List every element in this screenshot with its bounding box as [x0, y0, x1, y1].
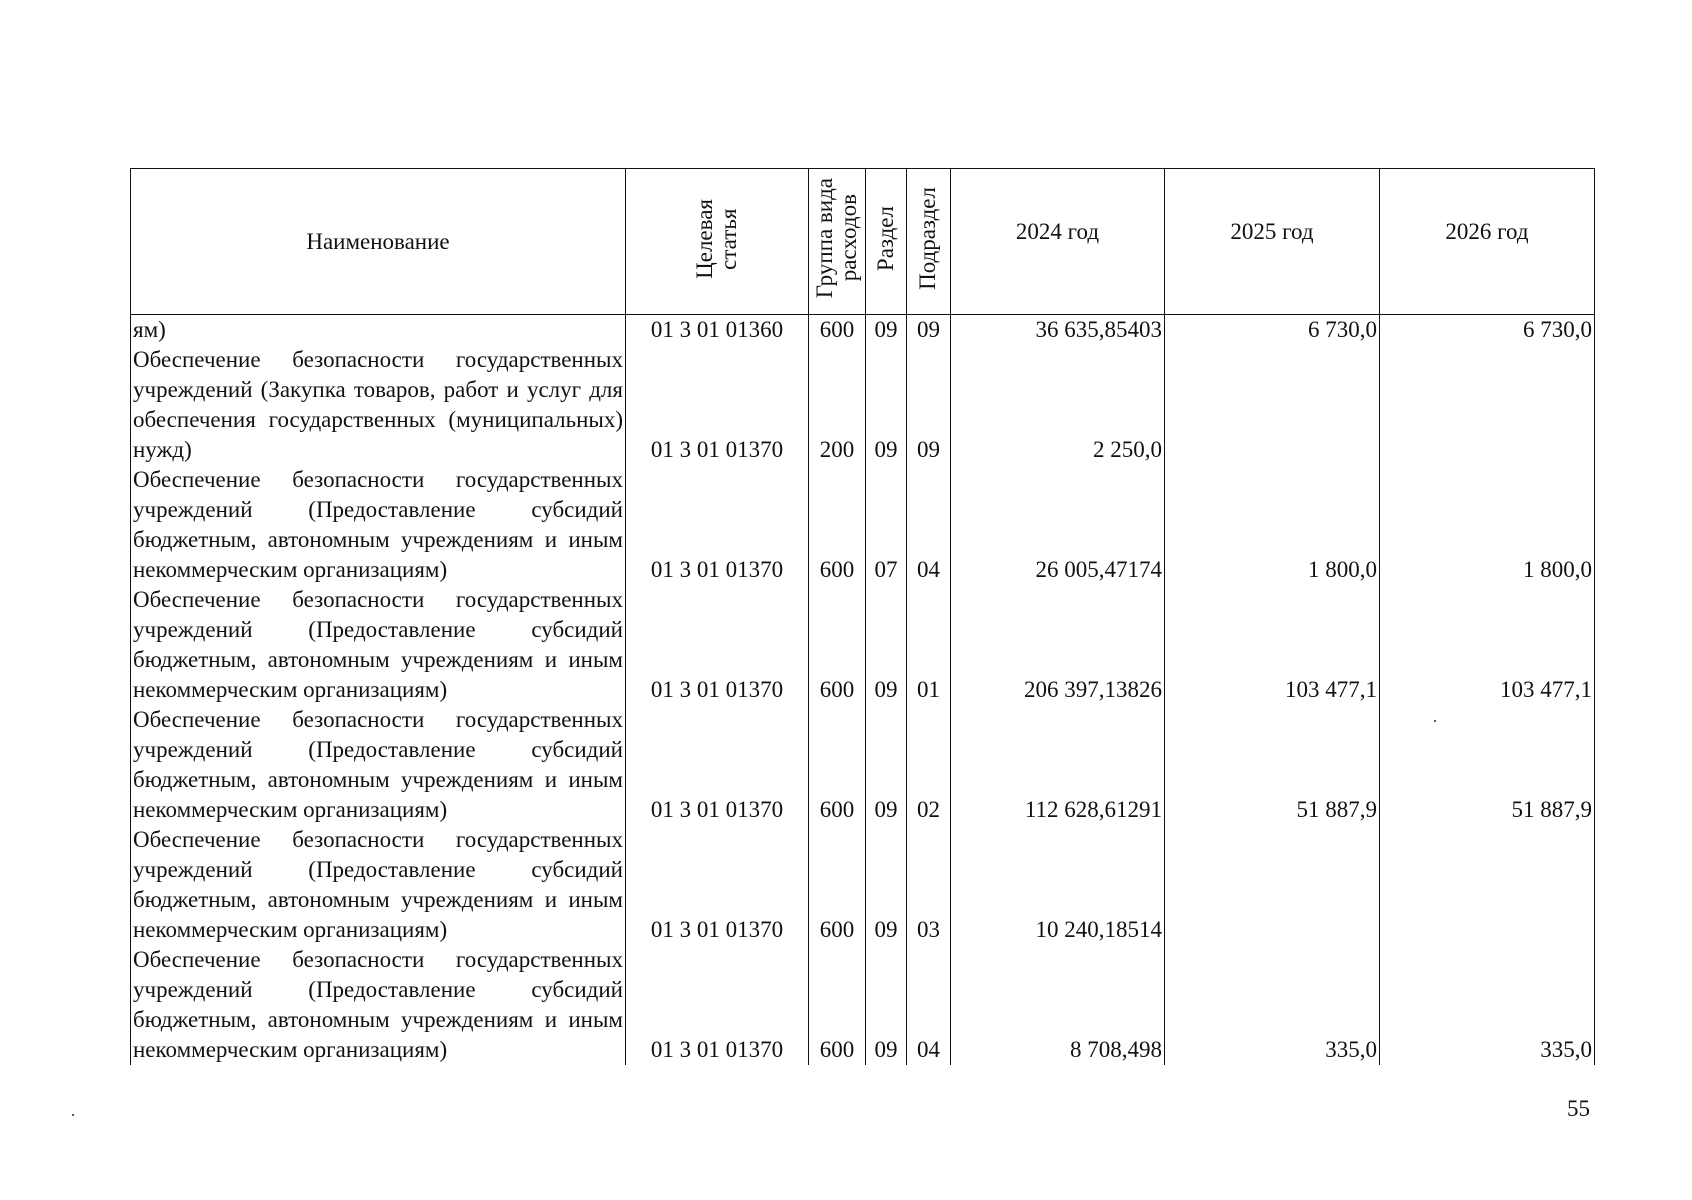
cell-2026: 103 477,1: [1380, 585, 1595, 705]
cell-2026: [1380, 825, 1595, 945]
cell-group: 600: [809, 465, 866, 585]
table-row: [131, 315, 1595, 346]
cell-2024: 2 250,0: [951, 345, 1165, 465]
cell-2025: [1165, 825, 1380, 945]
header-2025: 2025 год: [1165, 169, 1380, 315]
cell-name: Обеспечение безопасности государственных учреждений (Предоставление субсидий бюджетным, автономным учреждениям и иным некоммерческим организациям): [131, 705, 626, 825]
cell-2025: 1 800,0: [1165, 465, 1380, 585]
cell-subsection: 09: [907, 345, 951, 465]
header-2024: 2024 год: [951, 169, 1165, 315]
cell-2026: [1380, 345, 1595, 465]
table-row: [131, 945, 1595, 1065]
cell-section: 09: [866, 825, 907, 945]
cell-subsection: 03: [907, 825, 951, 945]
cell-name: Обеспечение безопасности государственных учреждений (Закупка товаров, работ и услуг для обеспечения государственных (муниципальных) нужд): [131, 345, 626, 465]
cell-2025: 51 887,9: [1165, 705, 1380, 825]
table-row: [131, 825, 1595, 945]
scan-speck: [1434, 720, 1436, 722]
page-number: 55: [1567, 1096, 1590, 1121]
header-subsection-text: Подраздел: [915, 187, 941, 290]
cell-subsection: 01: [907, 585, 951, 705]
cell-section: 09: [866, 705, 907, 825]
cell-section: 09: [866, 315, 907, 346]
cell-section: 07: [866, 465, 907, 585]
cell-2024: 36 635,85403: [951, 315, 1165, 346]
cell-group: 200: [809, 345, 866, 465]
cell-target: 01 3 01 01370: [626, 465, 809, 585]
cell-section: 09: [866, 585, 907, 705]
cell-group: 600: [809, 585, 866, 705]
cell-2025: [1165, 345, 1380, 465]
header-2026: 2026 год: [1380, 169, 1595, 315]
cell-2024: 10 240,18514: [951, 825, 1165, 945]
cell-name: Обеспечение безопасности государственных учреждений (Предоставление субсидий бюджетным, автономным учреждениям и иным некоммерческим организациям): [131, 585, 626, 705]
table-row: [131, 345, 1595, 465]
cell-section: 09: [866, 345, 907, 465]
header-section: [866, 169, 907, 315]
header-group: [809, 169, 866, 315]
table-row: [131, 585, 1595, 705]
header-subsection: [907, 169, 951, 315]
header-group-text: Группа вида расходов: [811, 178, 861, 299]
cell-target: 01 3 01 01360: [626, 315, 809, 346]
cell-section: 09: [866, 945, 907, 1065]
cell-2024: 206 397,13826: [951, 585, 1165, 705]
header-section-text: Раздел: [872, 205, 898, 272]
cell-2026: 335,0: [1380, 945, 1595, 1065]
budget-table: [130, 168, 1595, 1065]
cell-group: 600: [809, 825, 866, 945]
cell-2026: 51 887,9: [1380, 705, 1595, 825]
cell-subsection: 04: [907, 465, 951, 585]
cell-group: 600: [809, 705, 866, 825]
cell-2026: 1 800,0: [1380, 465, 1595, 585]
header-row: [131, 169, 1595, 315]
table-row: [131, 705, 1595, 825]
cell-group: 600: [809, 945, 866, 1065]
cell-target: 01 3 01 01370: [626, 945, 809, 1065]
header-name: Наименование: [131, 169, 626, 315]
cell-2024: 8 708,498: [951, 945, 1165, 1065]
cell-2024: 112 628,61291: [951, 705, 1165, 825]
cell-name: Обеспечение безопасности государственных учреждений (Предоставление субсидий бюджетным, автономным учреждениям и иным некоммерческим организациям): [131, 825, 626, 945]
header-target-text: Целевая статья: [691, 198, 741, 279]
cell-target: 01 3 01 01370: [626, 345, 809, 465]
cell-2024: 26 005,47174: [951, 465, 1165, 585]
cell-2025: 6 730,0: [1165, 315, 1380, 346]
cell-2025: 103 477,1: [1165, 585, 1380, 705]
cell-2026: 6 730,0: [1380, 315, 1595, 346]
header-target: [626, 169, 809, 315]
scan-speck: [72, 1114, 74, 1116]
cell-name: Обеспечение безопасности государственных учреждений (Предоставление субсидий бюджетным, автономным учреждениям и иным некоммерческим организациям): [131, 465, 626, 585]
cell-target: 01 3 01 01370: [626, 825, 809, 945]
cell-target: 01 3 01 01370: [626, 705, 809, 825]
cell-name: Обеспечение безопасности государственных учреждений (Предоставление субсидий бюджетным, автономным учреждениям и иным некоммерческим организациям): [131, 945, 626, 1065]
cell-name: ям): [131, 315, 626, 346]
cell-subsection: 04: [907, 945, 951, 1065]
cell-2025: 335,0: [1165, 945, 1380, 1065]
cell-subsection: 02: [907, 705, 951, 825]
table-row: [131, 465, 1595, 585]
cell-subsection: 09: [907, 315, 951, 346]
cell-target: 01 3 01 01370: [626, 585, 809, 705]
table-body: [131, 315, 1595, 1066]
cell-group: 600: [809, 315, 866, 346]
